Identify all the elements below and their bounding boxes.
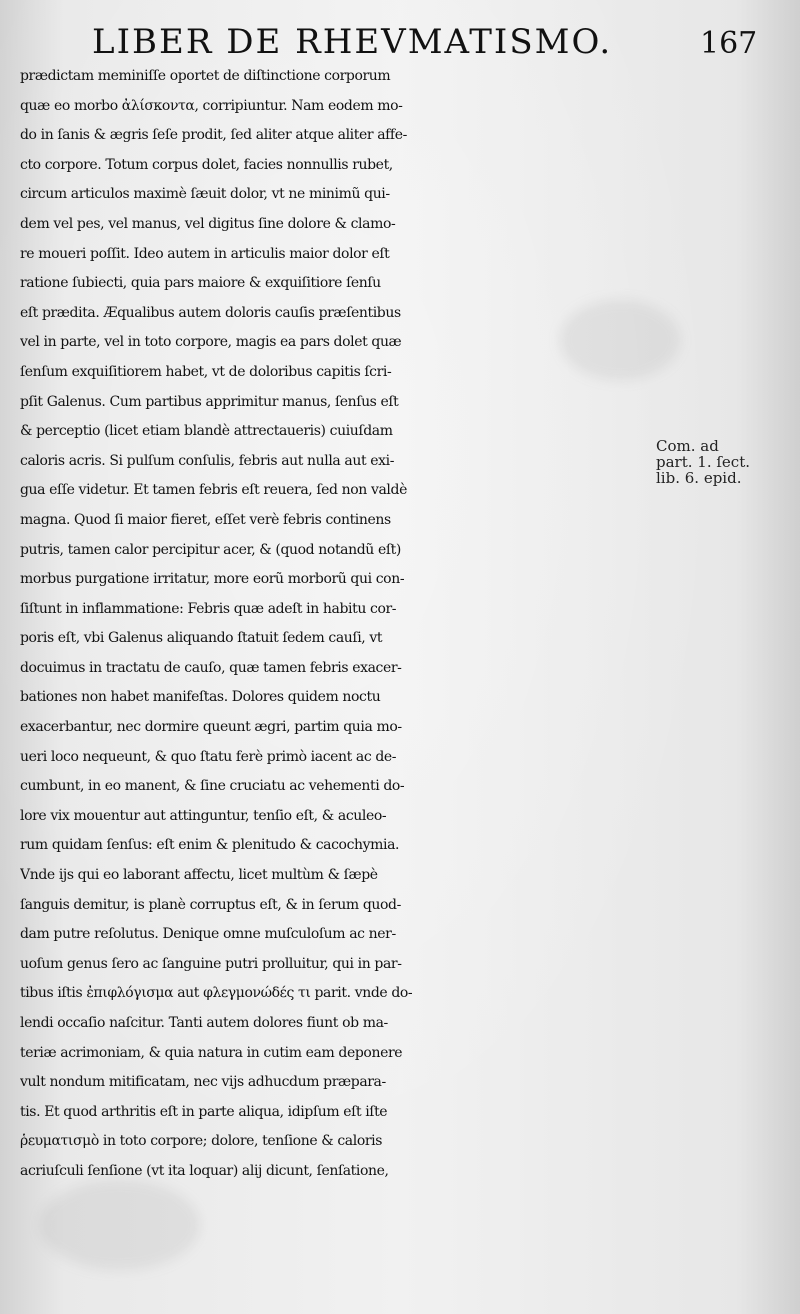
- text-line: rum quidam ſenſus: eſt enim & plenitudo & cacochymia.: [20, 837, 400, 854]
- text-line: lore vix mouentur aut attinguntur, tenſio eſt, & aculeo-: [20, 807, 387, 824]
- text-line: caloris acris. Si pulſum conſulis, febris aut nulla aut exi-: [20, 452, 395, 469]
- text-line: do in ſanis & ægris ſeſe prodit, ſed aliter atque aliter affe-: [20, 127, 407, 144]
- text-line: cto corpore. Totum corpus dolet, facies nonnullis rubet,: [20, 156, 393, 173]
- text-line: magna. Quod ſi maior fieret, eſſet verè febris continens: [20, 511, 391, 528]
- text-line: docuimus in tractatu de cauſo, quæ tamen febris exacer-: [20, 659, 402, 676]
- text-line: Vnde ijs qui eo laborant affectu, licet multùm & ſæpè: [20, 867, 378, 884]
- text-line: re moueri poſſit. Ideo autem in articulis maior dolor eſt: [20, 245, 390, 262]
- text-line: ſanguis demitur, is planè corruptus eſt, & in ſerum quod-: [20, 896, 401, 913]
- text-line: ῥευματισμὸ in toto corpore; dolore, tenſione & caloris: [20, 1133, 383, 1150]
- text-line: exacerbantur, nec dormire queunt ægri, partim quia mo-: [20, 719, 402, 736]
- text-line: tis. Et quod arthritis eſt in parte aliqua, idipſum eſt iſte: [20, 1103, 388, 1120]
- text-line: putris, tamen calor percipitur acer, & (quod notandũ eſt): [20, 541, 401, 558]
- text-line: vel in parte, vel in toto corpore, magis ea pars dolet quæ: [20, 334, 402, 351]
- text-line: uoſum genus ſero ac ſanguine putri prolluitur, qui in par-: [20, 955, 402, 972]
- page-number: 167: [700, 26, 758, 61]
- text-line: ratione ſubiecti, quia pars maiore & exquiſitiore ſenſu: [20, 275, 381, 292]
- text-line: bationes non habet manifeſtas. Dolores quidem noctu: [20, 689, 381, 706]
- text-line: vult nondum mitificatam, nec vijs adhucdum præpara-: [20, 1074, 386, 1091]
- text-line: dam putre reſolutus. Denique omne muſculoſum ac ner-: [20, 926, 396, 943]
- text-line: pſit Galenus. Cum partibus apprimitur manus, ſenſus eſt: [20, 393, 399, 410]
- text-line: dem vel pes, vel manus, vel digitus ſine dolore & clamo-: [20, 215, 396, 232]
- text-line: eſt prædita. Æqualibus autem doloris cauſis præſentibus: [20, 304, 401, 321]
- text-line: prædictam meminiſſe oportet de diſtinctione corporum: [20, 68, 391, 84]
- body-text: [20, 62, 660, 1312]
- margin-note-line: lib. 6. epid.: [656, 469, 742, 487]
- text-line: ſiſtunt in inflammatione: Febris quæ adeſt in habitu cor-: [20, 600, 397, 617]
- text-line: gua eſſe videtur. Et tamen febris eſt reuera, ſed non valdè: [20, 482, 407, 499]
- text-line: ueri loco nequeunt, & quo ſtatu ferè primò iacent ac de-: [20, 748, 397, 765]
- text-line: ſenſum exquiſitiorem habet, vt de doloribus capitis ſcri-: [20, 363, 392, 380]
- text-line: poris eſt, vbi Galenus aliquando ſtatuit ſedem cauſi, vt: [20, 630, 383, 647]
- margin-note-line: part. 1. ſect.: [656, 453, 750, 471]
- margin-note: [656, 438, 786, 508]
- text-line: cumbunt, in eo manent, & ſine cruciatu ac vehementi do-: [20, 778, 405, 795]
- text-line: morbus purgatione irritatur, more eorũ morborũ qui con-: [20, 571, 405, 588]
- margin-note-line: Com. ad: [656, 438, 719, 455]
- text-line: circum articulos maximè ſæuit dolor, vt ne minimũ qui-: [20, 186, 390, 203]
- text-line: tibus iſtis ἐπιφλόγισμα aut φλεγμονώδές τι parit. vnde do-: [20, 985, 413, 1002]
- text-line: acriuſculi ſenſione (vt ita loquar) alij dicunt, ſenſatione,: [20, 1162, 389, 1179]
- text-line: lendi occaſio naſcitur. Tanti autem dolores fiunt ob ma-: [20, 1015, 388, 1031]
- text-line: & perceptio (licet etiam blandè attrectaueris) cuiuſdam: [20, 423, 393, 440]
- running-title: LIBER DE RHEVMATISMO.: [92, 22, 613, 62]
- text-line: quæ eo morbo ἀλίσκοντα, corripiuntur. Nam eodem mo-: [20, 97, 403, 114]
- text-line: teriæ acrimoniam, & quia natura in cutim eam deponere: [20, 1044, 403, 1061]
